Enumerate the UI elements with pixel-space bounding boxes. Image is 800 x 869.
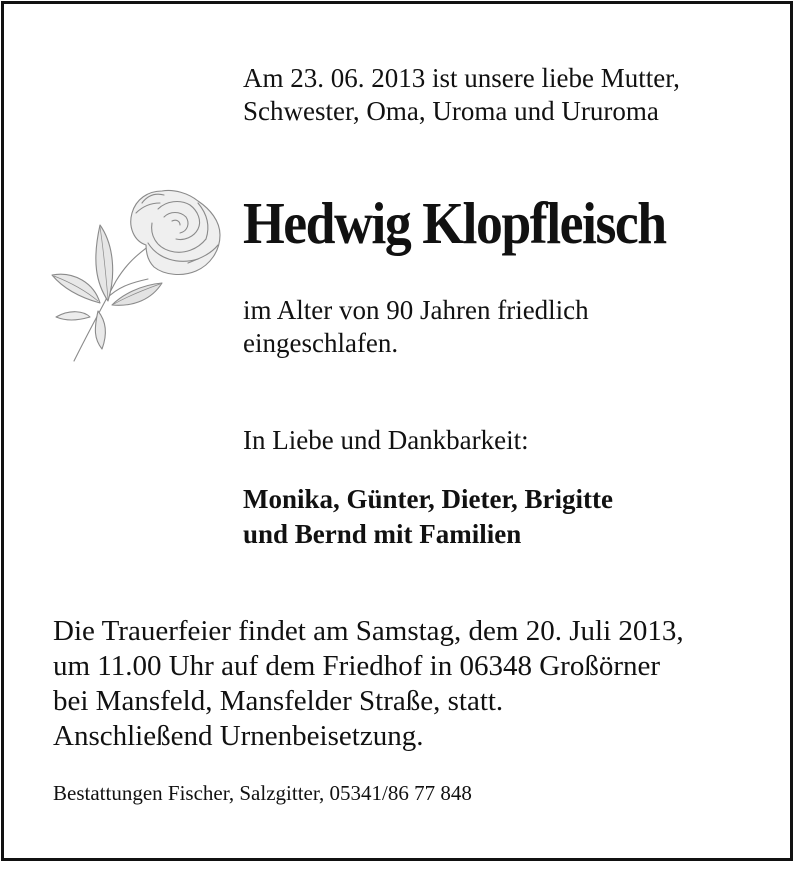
family-line: Monika, Günter, Dieter, Brigitte bbox=[243, 484, 613, 514]
undertaker-contact: Bestattungen Fischer, Salzgitter, 05341/86 77 848 bbox=[53, 781, 472, 805]
thanks-line: In Liebe und Dankbarkeit: bbox=[243, 425, 529, 455]
intro-line: Am 23. 06. 2013 ist unsere liebe Mutter, bbox=[243, 63, 680, 93]
age-line: eingeschlafen. bbox=[243, 328, 399, 358]
age-text bbox=[243, 294, 589, 360]
age-line: im Alter von 90 Jahren friedlich bbox=[243, 295, 589, 325]
deceased-name: Hedwig Klopfleisch bbox=[243, 190, 666, 256]
funeral-line: bei Mansfeld, Mansfelder Straße, statt. bbox=[53, 685, 504, 717]
funeral-line: um 11.00 Uhr auf dem Friedhof in 06348 Großörner bbox=[53, 650, 661, 682]
intro-text bbox=[243, 62, 680, 128]
intro-line: Schwester, Oma, Uroma und Ururoma bbox=[243, 96, 659, 126]
funeral-line: Anschließend Urnenbeisetzung. bbox=[53, 720, 424, 752]
funeral-line: Die Trauerfeier findet am Samstag, dem 20. Juli 2013, bbox=[53, 615, 684, 647]
funeral-details bbox=[53, 614, 684, 754]
rose-icon bbox=[48, 183, 238, 365]
family-line: und Bernd mit Familien bbox=[243, 519, 522, 549]
family-names bbox=[243, 482, 613, 552]
